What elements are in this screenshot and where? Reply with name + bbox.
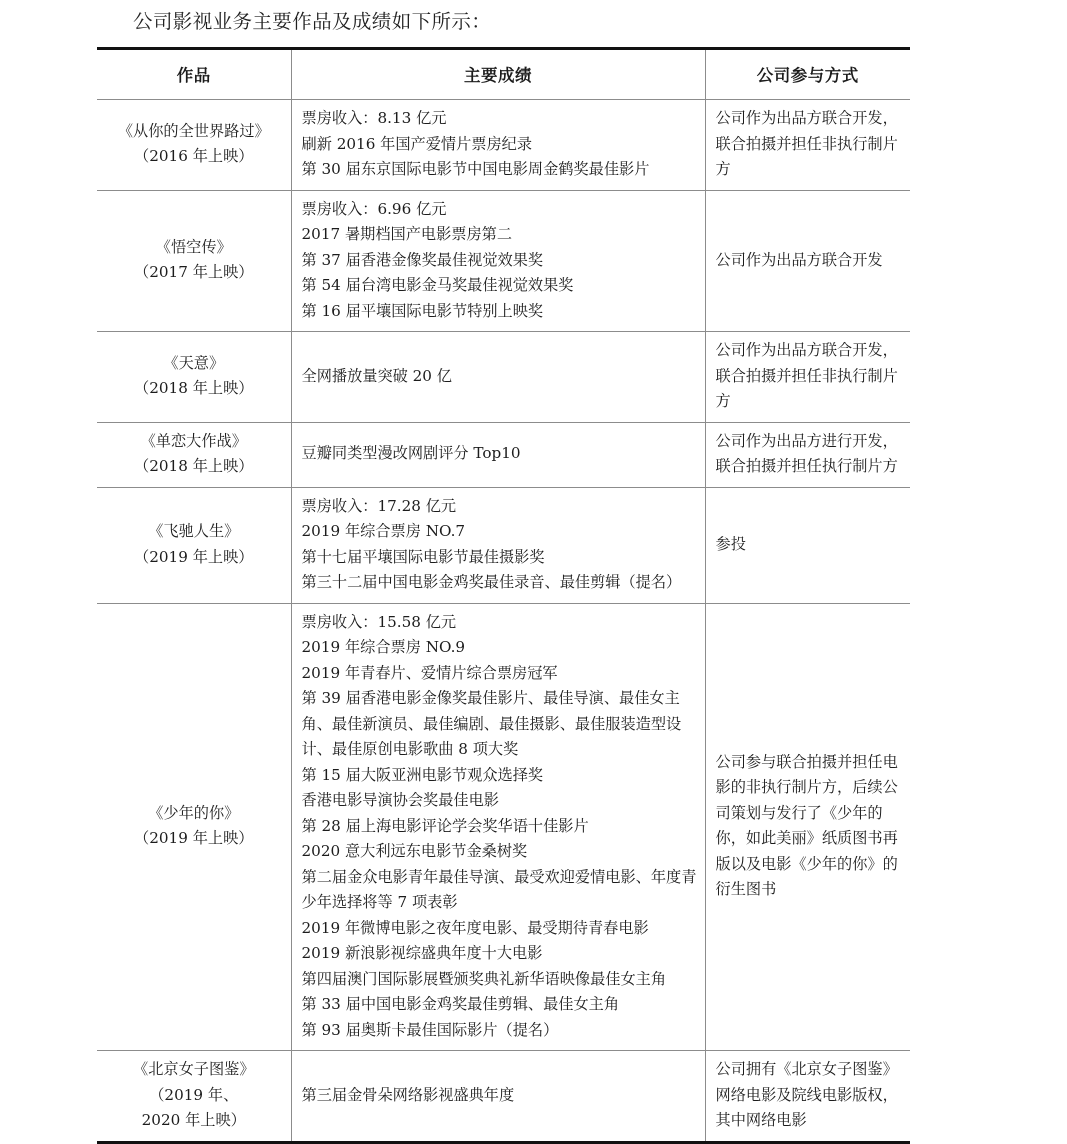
cell-participation	[705, 487, 910, 603]
cell-achievements	[291, 1051, 705, 1143]
table-header-row	[97, 49, 910, 100]
achievement-item: 第 54 届台湾电影金马奖最佳视觉效果奖	[301, 276, 574, 294]
achievement-item: 全网播放量突破 20 亿	[301, 366, 452, 385]
achievement-item: 第 30 届东京国际电影节中国电影周金鹤奖最佳影片	[301, 160, 650, 178]
work-release-year-secondary: 2020 年上映）	[141, 1111, 246, 1129]
work-release-year: （2017 年上映）	[134, 263, 254, 282]
cell-participation	[705, 100, 910, 191]
cell-achievements	[291, 422, 705, 487]
intro-paragraph: 公司影视业务主要作品及成绩如下所示：	[133, 10, 492, 33]
work-release-year: （2018 年上映）	[134, 457, 254, 475]
table-row	[97, 1051, 910, 1143]
achievement-list	[302, 494, 699, 596]
cell-achievements	[291, 603, 705, 1051]
achievement-item: 第 39 届香港电影金像奖最佳影片、最佳导演、最佳女主角、最佳新演员、最佳编剧、最佳摄影、最佳服装造型设计、最佳原创电影歌曲 8 项大奖	[301, 689, 682, 758]
participation-text: 公司作为出品方联合开发，联合拍摄并担任非执行制片方	[715, 109, 898, 178]
participation-text: 参投	[715, 534, 746, 553]
achievement-item: 2019 年微博电影之夜年度电影、最受期待青春电影	[301, 918, 649, 937]
achievement-item: 第二届金众电影青年最佳导演、最受欢迎爱情电影、年度青少年选择将等 7 项表彰	[301, 867, 697, 911]
achievement-item: 2019 年综合票房 NO.7	[301, 522, 466, 540]
achievement-item: 第 16 届平壤国际电影节特别上映奖	[301, 301, 544, 320]
cell-achievements	[291, 332, 705, 423]
works-table-container	[97, 47, 910, 1144]
work-release-year: （2019 年上映）	[134, 829, 254, 848]
achievement-item: 2019 新浪影视综盛典年度十大电影	[301, 944, 543, 962]
table-row	[97, 332, 910, 423]
participation-text: 公司作为出品方联合开发，联合拍摄并担任非执行制片方	[715, 341, 898, 410]
table-row	[97, 190, 910, 332]
work-release-year: （2016 年上映）	[134, 147, 254, 166]
achievement-item: 第 15 届大阪亚洲电影节观众选择奖	[301, 765, 544, 784]
achievement-item: 第 93 届奥斯卡最佳国际影片（提名）	[301, 1020, 559, 1039]
table-row	[97, 422, 910, 487]
participation-text: 公司参与联合拍摄并担任电影的非执行制片方，后续公司策划与发行了《少年的你，如此美丽》纸质图书再版以及电影《少年的你》的衍生图书	[715, 752, 898, 899]
cell-participation	[705, 332, 910, 423]
achievement-item: 票房收入：17.28 亿元	[301, 496, 457, 515]
work-title-text: 《北京女子图鉴》	[133, 1060, 255, 1078]
cell-work-title	[97, 332, 291, 423]
works-table	[97, 47, 910, 1144]
column-header-work: 作品	[97, 49, 291, 100]
achievement-item: 第十七届平壤国际电影节最佳摄影奖	[301, 547, 545, 566]
participation-text: 公司作为出品方联合开发	[715, 250, 883, 269]
achievement-list	[302, 441, 699, 467]
achievement-item: 香港电影导演协会奖最佳电影	[301, 791, 499, 809]
achievement-list	[302, 1083, 699, 1109]
participation-text: 公司拥有《北京女子图鉴》网络电影及院线电影版权，其中网络电影	[715, 1060, 898, 1129]
achievement-item: 2019 年综合票房 NO.9	[301, 638, 466, 656]
cell-work-title	[97, 422, 291, 487]
achievement-item: 2020 意大利远东电影节金桑树奖	[301, 842, 528, 860]
work-release-year: （2018 年上映）	[134, 379, 254, 398]
achievement-list	[302, 610, 699, 1044]
cell-achievements	[291, 100, 705, 191]
column-header-achievements: 主要成绩	[291, 49, 705, 100]
achievement-item: 刷新 2016 年国产爱情片票房纪录	[301, 134, 533, 153]
cell-participation	[705, 1051, 910, 1143]
cell-participation	[705, 422, 910, 487]
achievement-item: 2017 暑期档国产电影票房第二	[301, 225, 513, 243]
column-header-participation: 公司参与方式	[705, 49, 910, 100]
achievement-item: 第 28 届上海电影评论学会奖华语十佳影片	[301, 816, 589, 835]
work-title-text: 《悟空传》	[155, 237, 232, 256]
achievement-item: 第三十二届中国电影金鸡奖最佳录音、最佳剪辑（提名）	[301, 573, 682, 591]
table-body	[97, 100, 910, 1143]
achievement-list	[302, 106, 699, 183]
achievement-item: 豆瓣同类型漫改网剧评分 Top10	[301, 444, 521, 463]
work-release-year: （2019 年上映）	[134, 547, 254, 566]
work-title-text: 《天意》	[163, 353, 225, 372]
participation-text: 公司作为出品方进行开发，联合拍摄并担任执行制片方	[715, 431, 898, 475]
achievement-item: 第四届澳门国际影展暨颁奖典礼新华语映像最佳女主角	[301, 969, 666, 988]
work-release-year: （2019 年、	[149, 1085, 239, 1104]
achievement-item: 票房收入：6.96 亿元	[301, 199, 447, 218]
table-header	[97, 49, 910, 100]
cell-work-title	[97, 603, 291, 1051]
cell-achievements	[291, 487, 705, 603]
work-title-text: 《从你的全世界路过》	[117, 121, 270, 140]
work-title-text: 《单恋大作战》	[140, 431, 247, 450]
work-title-text: 《少年的你》	[148, 803, 240, 822]
table-row	[97, 487, 910, 603]
achievement-item: 第 37 届香港金像奖最佳视觉效果奖	[301, 250, 544, 269]
work-title-text: 《飞驰人生》	[148, 522, 240, 540]
cell-work-title	[97, 487, 291, 603]
table-row	[97, 603, 910, 1051]
cell-achievements	[291, 190, 705, 332]
achievement-item: 第三届金骨朵网络影视盛典年度	[301, 1085, 515, 1104]
achievement-list	[302, 197, 699, 325]
achievement-item: 票房收入：15.58 亿元	[301, 612, 457, 631]
cell-work-title	[97, 100, 291, 191]
cell-participation	[705, 603, 910, 1051]
achievement-item: 2019 年青春片、爱情片综合票房冠军	[301, 663, 558, 682]
table-row	[97, 100, 910, 191]
achievement-item: 票房收入：8.13 亿元	[301, 109, 447, 127]
achievement-item: 第 33 届中国电影金鸡奖最佳剪辑、最佳女主角	[301, 995, 620, 1013]
cell-participation	[705, 190, 910, 332]
cell-work-title	[97, 1051, 291, 1143]
achievement-list	[302, 364, 699, 390]
cell-work-title	[97, 190, 291, 332]
